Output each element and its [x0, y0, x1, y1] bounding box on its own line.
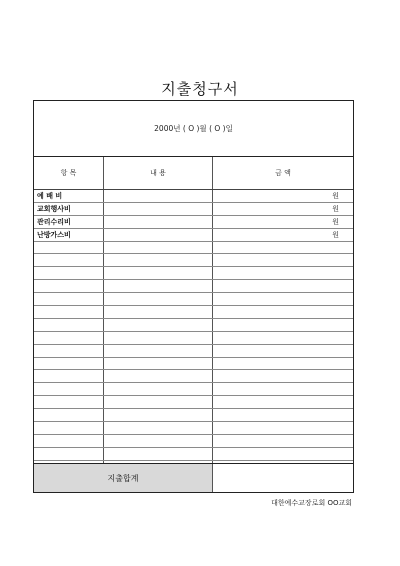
- row-item-cell[interactable]: 관리수리비: [34, 216, 104, 228]
- row-item-cell[interactable]: [34, 242, 104, 254]
- row-content-cell[interactable]: [104, 306, 213, 318]
- row-amount-cell[interactable]: 원: [332, 217, 339, 226]
- table-row: [34, 358, 353, 371]
- table-row: [34, 280, 353, 293]
- table-header: [34, 157, 353, 190]
- row-content-cell[interactable]: [104, 293, 213, 305]
- row-item-cell[interactable]: 예 배 비: [34, 190, 104, 202]
- table-row: [34, 254, 353, 267]
- table-row: [34, 216, 353, 229]
- date-year: 2000년: [154, 124, 181, 133]
- table-row: [34, 267, 353, 280]
- row-content-cell[interactable]: [104, 409, 213, 421]
- row-item-cell[interactable]: [34, 396, 104, 408]
- header-content: 내 용: [104, 157, 213, 189]
- table-row: [34, 229, 353, 242]
- header-amount: 금 액: [275, 169, 291, 177]
- row-amount-cell[interactable]: 원: [332, 204, 339, 213]
- header-item: 항 목: [34, 157, 104, 189]
- row-item-cell[interactable]: [34, 370, 104, 382]
- table-row: [34, 448, 353, 461]
- row-amount-cell[interactable]: [213, 435, 353, 447]
- row-item-cell[interactable]: [34, 293, 104, 305]
- row-amount-cell[interactable]: [213, 280, 353, 292]
- row-content-cell[interactable]: [104, 229, 213, 241]
- table-row: [34, 435, 353, 448]
- table-row: [34, 409, 353, 422]
- expense-form: [33, 100, 354, 493]
- row-content-cell[interactable]: [104, 358, 213, 370]
- table-body: [34, 190, 353, 474]
- row-item-cell[interactable]: 난방가스비: [34, 229, 104, 241]
- total-label: 지출합계: [34, 464, 213, 492]
- row-content-cell[interactable]: [104, 267, 213, 279]
- row-amount-cell[interactable]: [213, 448, 353, 460]
- church-name: 대한예수교장로회 OO교회: [271, 499, 352, 507]
- row-amount-cell[interactable]: [213, 422, 353, 434]
- table-row: [34, 370, 353, 383]
- row-content-cell[interactable]: [104, 383, 213, 395]
- table-row: [34, 190, 353, 203]
- row-item-cell[interactable]: [34, 435, 104, 447]
- table-row: [34, 383, 353, 396]
- row-amount-cell[interactable]: [213, 345, 353, 357]
- row-item-cell[interactable]: [34, 319, 104, 331]
- row-amount-cell[interactable]: [213, 242, 353, 254]
- row-content-cell[interactable]: [104, 254, 213, 266]
- row-item-cell[interactable]: [34, 409, 104, 421]
- row-item-cell[interactable]: 교회행사비: [34, 203, 104, 215]
- table-row: [34, 293, 353, 306]
- row-item-cell[interactable]: [34, 267, 104, 279]
- row-amount-cell[interactable]: 원: [332, 230, 339, 239]
- row-amount-cell[interactable]: [213, 267, 353, 279]
- table-row: [34, 422, 353, 435]
- row-amount-cell[interactable]: [213, 254, 353, 266]
- row-item-cell[interactable]: [34, 422, 104, 434]
- row-amount-cell[interactable]: [213, 319, 353, 331]
- row-content-cell[interactable]: [104, 216, 213, 228]
- row-amount-cell[interactable]: [213, 293, 353, 305]
- row-amount-cell[interactable]: 원: [332, 191, 339, 200]
- row-content-cell[interactable]: [104, 396, 213, 408]
- expense-table: [34, 157, 353, 474]
- row-content-cell[interactable]: [104, 190, 213, 202]
- row-amount-cell[interactable]: [213, 409, 353, 421]
- row-item-cell[interactable]: [34, 383, 104, 395]
- row-content-cell[interactable]: [104, 370, 213, 382]
- table-row: [34, 306, 353, 319]
- row-amount-cell[interactable]: [213, 332, 353, 344]
- table-row: [34, 319, 353, 332]
- date-line: [34, 101, 353, 157]
- row-amount-cell[interactable]: [213, 306, 353, 318]
- row-amount-cell[interactable]: [213, 396, 353, 408]
- row-content-cell[interactable]: [104, 332, 213, 344]
- date-day: ( O )일: [209, 124, 233, 133]
- row-content-cell[interactable]: [104, 345, 213, 357]
- table-row: [34, 396, 353, 409]
- table-row: [34, 203, 353, 216]
- table-row: [34, 345, 353, 358]
- table-row: [34, 332, 353, 345]
- row-content-cell[interactable]: [104, 319, 213, 331]
- row-item-cell[interactable]: [34, 254, 104, 266]
- row-content-cell[interactable]: [104, 280, 213, 292]
- row-content-cell[interactable]: [104, 435, 213, 447]
- table-row: [34, 242, 353, 255]
- total-row: [34, 463, 353, 492]
- row-item-cell[interactable]: [34, 448, 104, 460]
- row-content-cell[interactable]: [104, 203, 213, 215]
- row-item-cell[interactable]: [34, 358, 104, 370]
- row-amount-cell[interactable]: [213, 370, 353, 382]
- total-value[interactable]: [213, 464, 353, 492]
- row-item-cell[interactable]: [34, 306, 104, 318]
- date-month: ( O )월: [182, 124, 207, 133]
- row-content-cell[interactable]: [104, 448, 213, 460]
- row-amount-cell[interactable]: [213, 383, 353, 395]
- row-item-cell[interactable]: [34, 332, 104, 344]
- row-content-cell[interactable]: [104, 242, 213, 254]
- row-item-cell[interactable]: [34, 280, 104, 292]
- row-amount-cell[interactable]: [213, 358, 353, 370]
- page-title: 지출청구서: [161, 80, 239, 98]
- row-item-cell[interactable]: [34, 345, 104, 357]
- row-content-cell[interactable]: [104, 422, 213, 434]
